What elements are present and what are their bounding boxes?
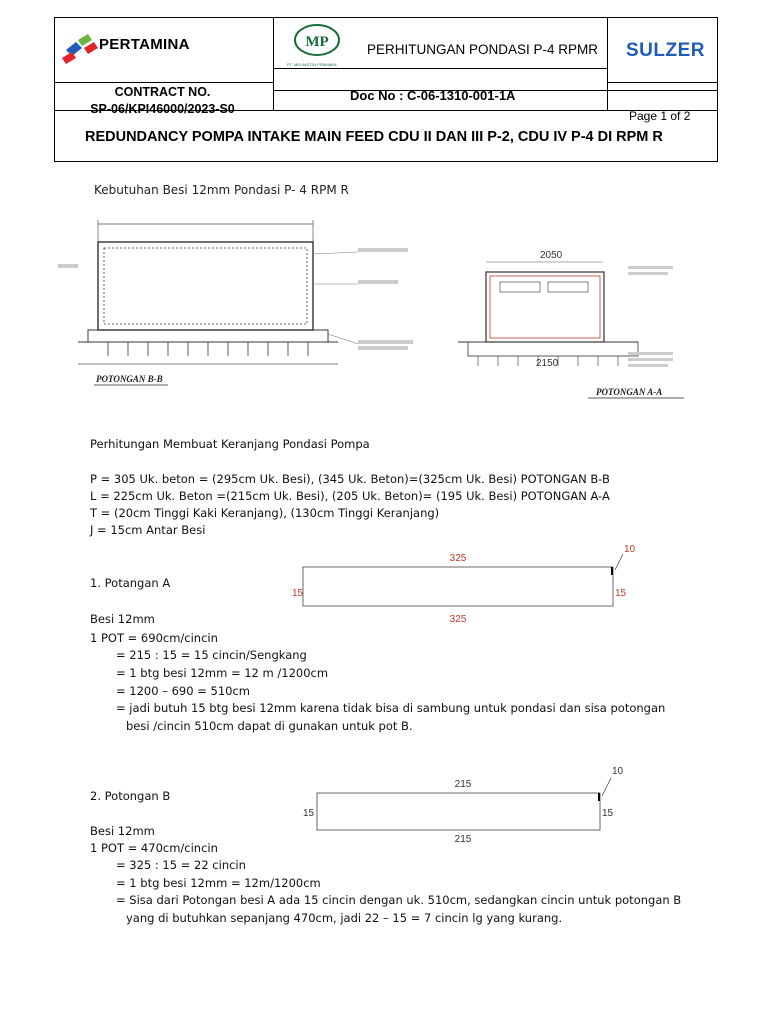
calc-p: P = 305 Uk. beton = (295cm Uk. Besi), (345 Uk. Beton)=(325cm Uk. Besi) POTONGAN B-B	[90, 472, 610, 486]
calc-j: J = 15cm Antar Besi	[90, 523, 206, 537]
calc-heading: Perhitungan Membuat Keranjang Pondasi Pompa	[90, 437, 370, 451]
section-a-line-2: = 1 btg besi 12mm = 12 m /1200cm	[116, 666, 329, 680]
dim-a-top-label: 325	[449, 553, 467, 564]
dim-a-right-label: 15	[615, 588, 627, 599]
contract-block	[55, 84, 270, 118]
mp-logo-icon	[291, 24, 343, 60]
doc-number: Doc No : C-06-1310-001-1A	[350, 88, 516, 103]
dim-b-right-label: 15	[602, 808, 614, 819]
calc-l: L = 225cm Uk. Beton =(215cm Uk. Besi), (205 Uk. Beton)= (195 Uk. Besi) POTONGAN A-A	[90, 489, 610, 503]
dim-a-hook-label: 10	[624, 544, 636, 555]
mp-caption: PT. MELANTON PRAMAKA	[287, 62, 337, 67]
dim-a-bottom-label: 325	[449, 614, 467, 625]
project-title: REDUNDANCY POMPA INTAKE MAIN FEED CDU II DAN III P-2, CDU IV P-4 DI RPM R	[85, 129, 663, 145]
section-a-title: 1. Potangan A	[90, 576, 171, 590]
section-a-line-5: besi /cincin 510cm dapat di gunakan untuk pot B.	[126, 719, 413, 733]
section-b-besi: Besi 12mm	[90, 824, 155, 838]
drawing-potongan-b-b	[58, 214, 428, 394]
svg-text:MP: MP	[305, 34, 329, 50]
document-title: PERHITUNGAN PONDASI P-4 RPMR	[367, 42, 599, 57]
page-number: Page 1 of 2	[629, 109, 691, 123]
section-a-besi: Besi 12mm	[90, 612, 155, 626]
dim-a-left-label: 15	[292, 588, 304, 599]
section-b-pot: 1 POT = 470cm/cincin	[90, 841, 218, 855]
section-b-line-1: = 325 : 15 = 22 cincin	[116, 858, 246, 872]
contract-label: CONTRACT NO.	[114, 85, 211, 99]
section-b-title: 2. Potongan B	[90, 789, 171, 803]
caption-potongan-b-b: POTONGAN B-B	[96, 374, 163, 384]
drawing-potongan-a-a	[448, 244, 698, 404]
dim-b-hook-label: 10	[612, 766, 624, 777]
contract-number: SP-06/KPI46000/2023-S0	[90, 102, 235, 116]
dim-b-top-label: 215	[454, 779, 472, 790]
section-a-line-3: = 1200 – 690 = 510cm	[116, 684, 250, 698]
sulzer-logo: SULZER	[626, 40, 705, 61]
dim-a-top: 2050	[540, 250, 563, 261]
caption-potongan-a-a: POTONGAN A-A	[596, 387, 663, 397]
dim-b-bottom-label: 215	[454, 834, 472, 845]
section-a-line-4: = jadi butuh 15 btg besi 12mm karena tidak bisa di sambung untuk pondasi dan sisa potongan	[116, 701, 666, 715]
company-name: PERTAMINA	[99, 36, 190, 53]
section-a-line-1: = 215 : 15 = 15 cincin/Sengkang	[116, 648, 307, 662]
rebar-diagram-a	[288, 540, 648, 630]
pertamina-logo-icon	[60, 34, 100, 64]
calc-t: T = (20cm Tinggi Kaki Keranjang), (130cm Tinggi Keranjang)	[90, 506, 440, 520]
dim-b-left-label: 15	[303, 808, 315, 819]
rebar-diagram-b	[300, 758, 630, 850]
document-header	[54, 17, 718, 162]
dim-a-bottom: 2150	[536, 358, 559, 369]
section-b-line-2: = 1 btg besi 12mm = 12m/1200cm	[116, 876, 321, 890]
section-title: Kebutuhan Besi 12mm Pondasi P- 4 RPM R	[94, 183, 349, 197]
section-b-line-3: = Sisa dari Potongan besi A ada 15 cincin dengan uk. 510cm, sedangkan cincin untuk potongan B	[116, 893, 682, 907]
section-a-pot: 1 POT = 690cm/cincin	[90, 631, 218, 645]
section-b-line-4: yang di butuhkan sepanjang 470cm, jadi 22 – 15 = 7 cincin lg yang kurang.	[126, 911, 563, 925]
